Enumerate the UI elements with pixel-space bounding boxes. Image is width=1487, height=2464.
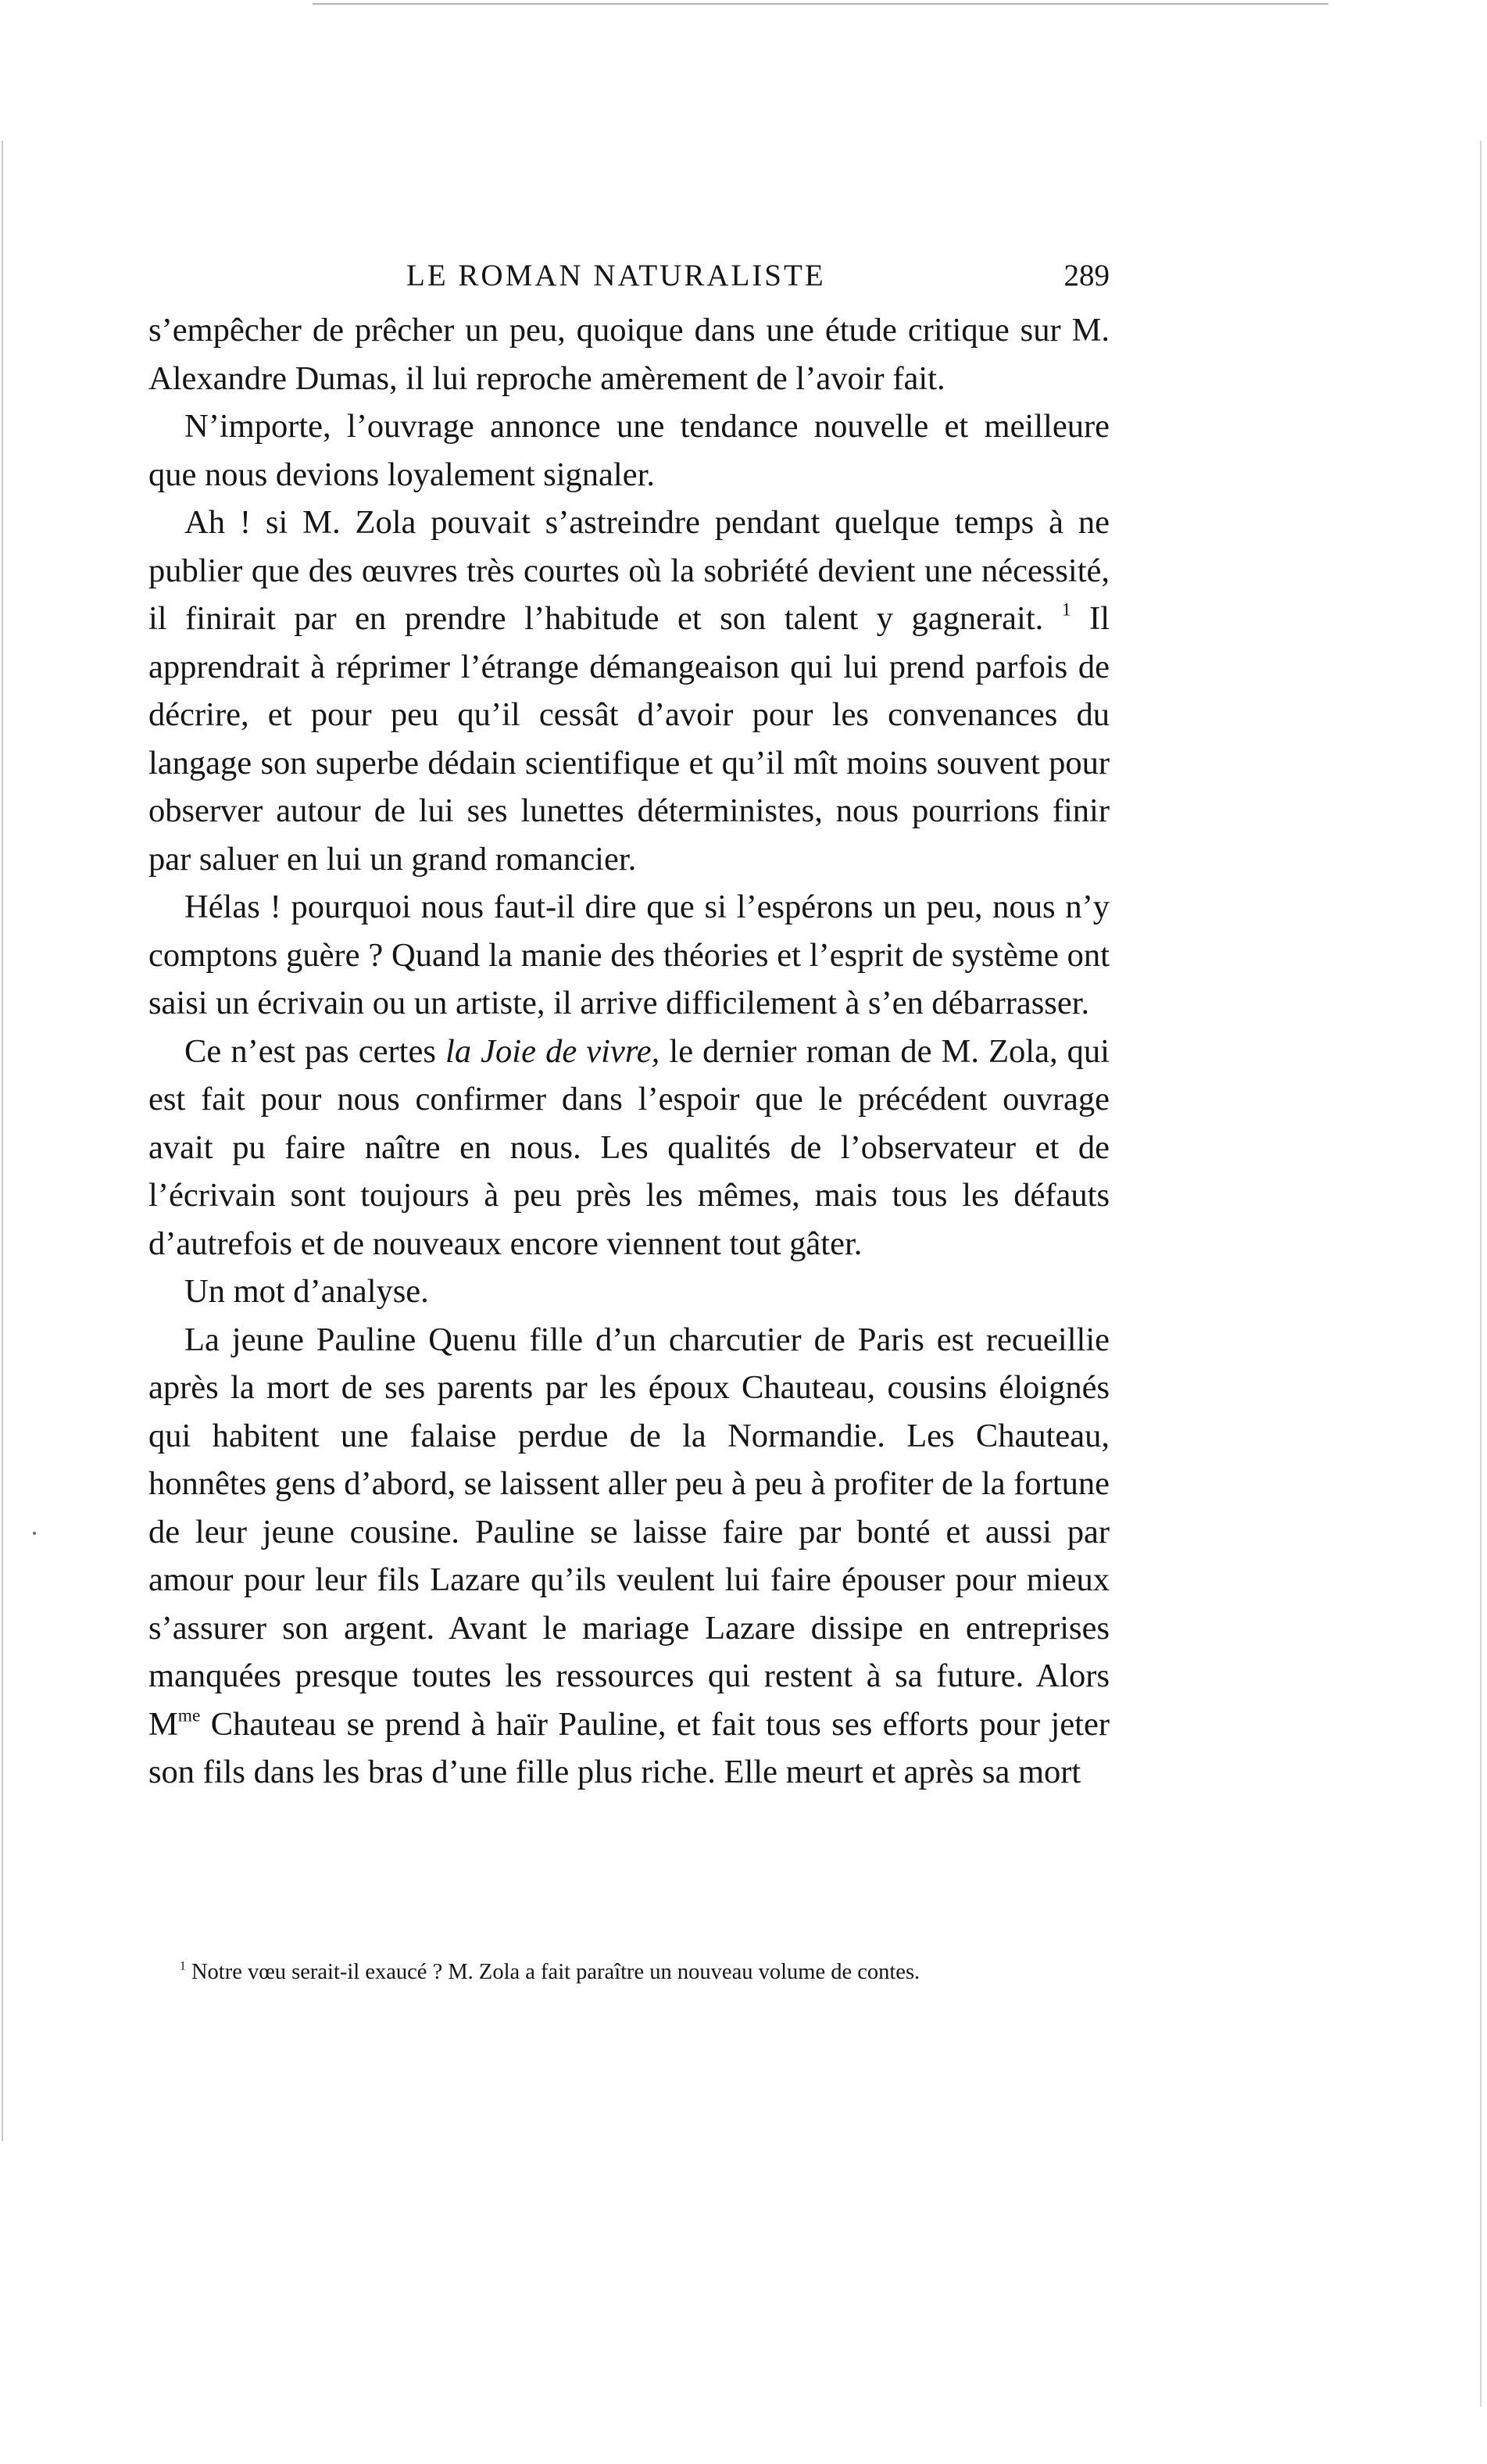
paragraph-text: Ce n’est pas certes [184, 1032, 436, 1070]
paragraph-text: Il apprendrait à réprimer l’étrange démangeaison qui lui prend parfois de décrire, et pour peu qu’il cessât d’avoir pour les convenances du langage son superbe dédain scientifique et qu’il mît moins souvent pour observer autour de lui ses lunettes déterministes, nous pourrions finir par saluer en lui un grand romancier. [148, 600, 1110, 878]
running-head [148, 256, 1110, 295]
body-text [148, 306, 1110, 1797]
paragraph-text: le dernier roman de M. Zola, qui est fait pour nous confirmer dans l’espoir que le précédent ouvrage avait pu faire naître en nous. Les qualités de l’observateur et de l’écrivain sont toujours à peu près les mêmes, mais tous les défauts d’autrefois et de nouveaux encore viennent tout gâter. [148, 1032, 1110, 1262]
paragraph-text: s’empêcher de prêcher un peu, quoique dans une étude critique sur M. Alexandre Dumas, il lui reproche amèrement de l’avoir fait. [148, 312, 1110, 397]
paragraph-text: Un mot d’analyse. [184, 1273, 429, 1310]
paragraph-3 [148, 499, 1110, 883]
footnote-reference: 1 [1061, 599, 1071, 620]
footnote-marker: 1 [180, 1959, 186, 1973]
abbreviation-superscript: me [177, 1704, 201, 1726]
paragraph-text: La jeune Pauline Quenu fille d’un charcutier de Paris est recueillie après la mort de ses parents par les époux Chauteau, cousins éloignés qui habitent une falaise perdue de la Normandie. Les Chauteau, honnêtes gens d’abord, se laissent aller peu à peu à profiter de la fortune de leur jeune cousine. Pauline se laisse faire par bonté et aussi par amour pour leur fils Lazare qu’ils veulent lui faire épouser pour mieux s’assurer son argent. Avant le mariage Lazare dissipe en entreprises manquées presque toutes les ressources qui restent à sa future. Alors M [148, 1321, 1110, 1743]
paragraph-6 [148, 1268, 1110, 1316]
paragraph-text: N’importe, l’ouvrage annonce une tendance nouvelle et meilleure que nous devions loyalement signaler. [148, 408, 1110, 493]
page-number: 289 [1063, 259, 1110, 292]
footnote-text: Notre vœu serait-il exaucé ? M. Zola a fait paraître un nouveau volume de contes. [191, 1960, 920, 1984]
paragraph-5 [148, 1028, 1110, 1268]
running-title: LE ROMAN NATURALISTE [406, 259, 826, 292]
book-title: la Joie de vivre, [445, 1032, 660, 1070]
paragraph-2 [148, 402, 1110, 499]
paragraph-7 [148, 1316, 1110, 1797]
paragraph-4 [148, 883, 1110, 1028]
paragraph-text: Hélas ! pourquoi nous faut-il dire que si l’espérons un peu, nous n’y comptons guère ? Quand la manie des théories et l’esprit de système ont saisi un écrivain ou un artiste, il arrive difficilement à s’en débarrasser. [148, 889, 1110, 1021]
paragraph-1 [148, 306, 1110, 402]
footnote [180, 1957, 1110, 1988]
paragraph-text: Ah ! si M. Zola pouvait s’astreindre pendant quelque temps à ne publier que des œuvres très courtes où la sobriété devient une nécessité, il finirait par en prendre l’habitude et son talent y gagnerait. [148, 504, 1110, 637]
paragraph-text: Chauteau se prend à haïr Pauline, et fait tous ses efforts pour jeter son fils dans les bras d’une fille plus riche. Elle meurt et après sa mort [148, 1705, 1110, 1790]
